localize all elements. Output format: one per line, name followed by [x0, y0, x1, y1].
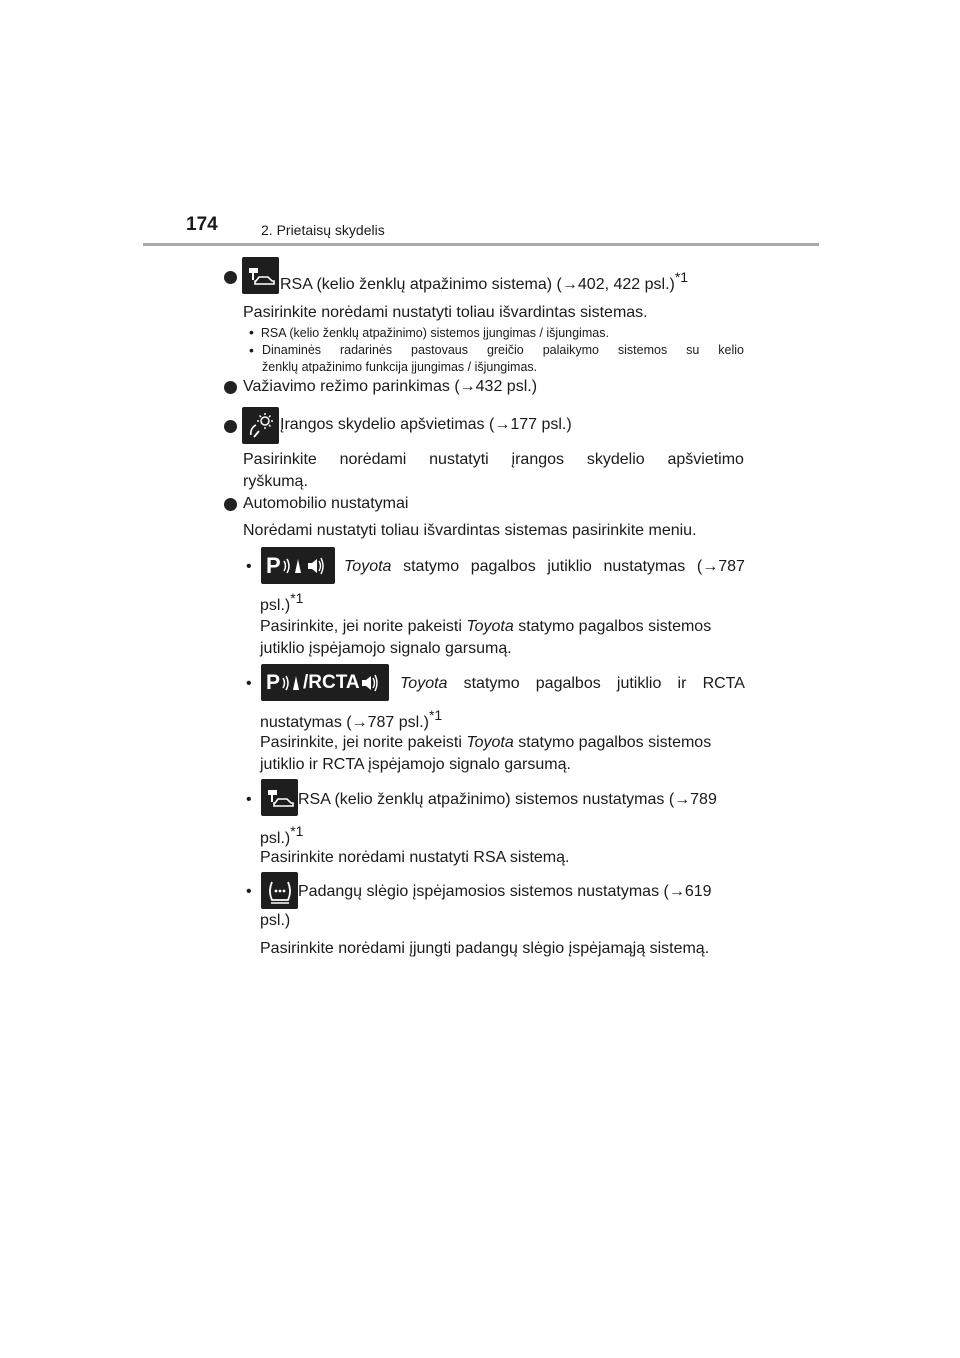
- rsa-settings-title-cont: psl.)$^{*1}$: [260, 823, 304, 847]
- page-number: 174: [186, 214, 218, 235]
- illumination-icon: [242, 407, 279, 444]
- rsa-subitem-2-bullet: •: [249, 342, 254, 358]
- rcta-description-cont: jutiklio ir RCTA įspėjamojo signalo garsumą.: [260, 756, 571, 773]
- rsa-settings-title: RSA (kelio ženklų atpažinimo) sistemos nustatymas (→789: [298, 791, 717, 808]
- sub-bullet: •: [246, 675, 252, 692]
- rcta-title: Toyota statymo pagalbos jutiklio ir RCTA: [400, 675, 745, 692]
- rsa-subitem-2-cont: ženklų atpažinimo funkcija įjungimas / išjungimas.: [262, 360, 538, 374]
- vehicle-settings-description: Norėdami nustatyti toliau išvardintas sistemas pasirinkite meniu.: [243, 522, 697, 539]
- sub-bullet: •: [246, 883, 252, 900]
- tpws-title: Padangų slėgio įspėjamosios sistemos nustatymas (→619: [298, 883, 712, 900]
- bullet: [224, 381, 237, 394]
- tire-pressure-icon: [261, 872, 298, 909]
- illumination-description-cont: ryškumą.: [243, 473, 308, 490]
- rsa-title: RSA (kelio ženklų atpažinimo sistema) (→402, 422 psl.)$^{*1}$: [280, 269, 689, 293]
- tpws-description: Pasirinkite norėdami įjungti padangų slėgio įspėjamąją sistemą.: [260, 940, 710, 957]
- sub-bullet: •: [246, 558, 252, 575]
- park-sensor-icon: P: [261, 547, 335, 584]
- rsa-subitem-1: • RSA (kelio ženklų atpažinimo) sistemos įjungimas / išjungimas.: [249, 324, 609, 340]
- rsa-subitem-2: Dinaminės radarinės pastovaus greičio palaikymo sistemos su kelio: [262, 343, 744, 357]
- rsa-sign-icon: [242, 257, 279, 294]
- park-sensor-title-cont: psl.)$^{*1}$: [260, 590, 304, 614]
- rsa-settings-description: Pasirinkite norėdami nustatyti RSA sistemą.: [260, 849, 570, 866]
- tpws-title-cont: psl.): [260, 912, 291, 929]
- drive-mode-title: Važiavimo režimo parinkimas (→432 psl.): [243, 378, 538, 395]
- sub-bullet: •: [246, 791, 252, 808]
- header-rule: [143, 243, 819, 246]
- rsa-sign-icon: [261, 779, 298, 816]
- rcta-icon: P /RCTA: [261, 664, 389, 701]
- illumination-title: Įrangos skydelio apšvietimas (→177 psl.): [280, 416, 572, 433]
- bullet: [224, 420, 237, 433]
- bullet: [224, 498, 237, 511]
- rcta-title-cont: nustatymas (→787 psl.)$^{*1}$: [260, 707, 443, 731]
- illumination-description: Pasirinkite norėdami nustatyti įrangos skydelio apšvietimo: [243, 451, 744, 468]
- rsa-description: Pasirinkite norėdami nustatyti toliau išvardintas sistemas.: [243, 304, 648, 321]
- park-sensor-title: Toyota statymo pagalbos jutiklio nustatymas (→787: [344, 558, 745, 575]
- vehicle-settings-title: Automobilio nustatymai: [243, 495, 409, 512]
- bullet: [224, 271, 237, 284]
- rcta-description: Pasirinkite, jei norite pakeisti Toyota statymo pagalbos sistemos: [260, 734, 712, 751]
- section-title: 2. Prietaisų skydelis: [261, 222, 385, 238]
- park-sensor-description-cont: jutiklio įspėjamojo signalo garsumą.: [260, 640, 512, 657]
- park-sensor-description: Pasirinkite, jei norite pakeisti Toyota statymo pagalbos sistemos: [260, 618, 712, 635]
